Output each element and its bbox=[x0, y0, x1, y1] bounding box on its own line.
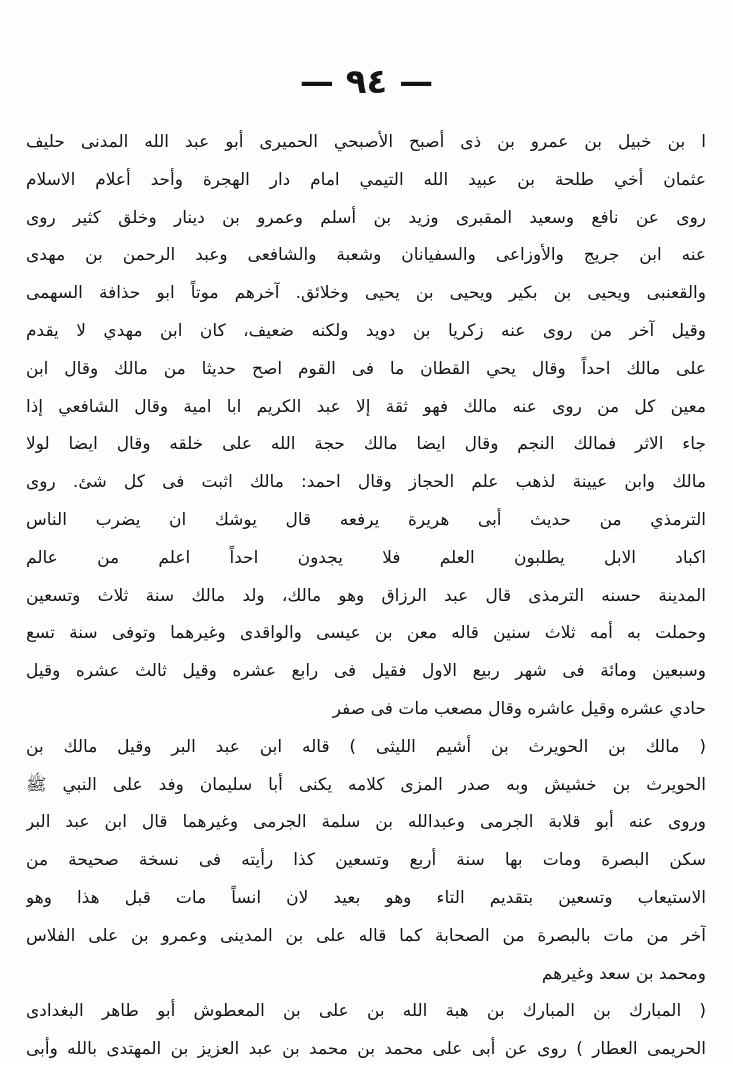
body-text bbox=[26, 124, 706, 1069]
text-line: جاء الاثر فمالك النجم وقال ايضا مالك حجة الله على خلقه وقال ايضا لولا bbox=[26, 434, 706, 455]
text-line: حادي عشره وقيل عاشره وقال مصعب مات فى صفر bbox=[332, 698, 706, 719]
entry-heading-line: ( مالك بن الحويرث بن أشيم الليثى ) قاله ابن عبد البر وقيل مالك بن bbox=[26, 736, 706, 757]
text-line: والقعنبى ويحيى بن بكير ويحيى بن يحيى وخلائق. آخرهم موتاً ابو حذافة السهمى bbox=[26, 283, 706, 304]
text-line: اكباد الابل يطلبون العلم فلا يجدون احداً اعلم من عالم bbox=[26, 547, 706, 568]
text-line: وحملت به أمه ثلاث سنين قاله معن بن عيسى والواقدى وغيرهما وتوفى سنة تسع bbox=[26, 623, 706, 644]
entry-heading-line: ( المبارك بن المبارك بن هبة الله بن على بن المعطوش أبو طاهر البغدادى bbox=[26, 1001, 706, 1022]
text-line: وروى عنه أبو قلابة الجرمى وعبدالله بن سلمة الجرمى وغيرهما قال ابن عبد البر bbox=[26, 812, 706, 833]
text-line: وسبعين ومائة فى شهر ربيع الاول فقيل فى رابع عشره وقيل ثالث عشره وقيل bbox=[26, 661, 706, 682]
text-line: وقيل آخر من روى عنه زكريا بن دويد ولكنه ضعيف، كان ابن مهدي لا يقدم bbox=[26, 320, 706, 341]
text-line: روى عن نافع وسعيد المقبرى وزيد بن أسلم وعمرو بن دينار وخلق كثير روى bbox=[26, 207, 706, 228]
text-line: عنه ابن جريج والأوزاعى والسفيانان وشعبة والشافعى وعبد الرحمن بن مهدى bbox=[26, 245, 706, 266]
text-line: الحريمى العطار ) روى عن أبى على محمد بن محمد بن عبد العزيز بن المهتدى بالله وأبى bbox=[26, 1039, 706, 1060]
text-line: الترمذي من حديث أبى هريرة يرفعه قال يوشك ان يضرب الناس bbox=[26, 509, 706, 530]
text-line: مالك وابن عيينة لذهب علم الحجاز وقال احمد: مالك اثبت فى كل شئ. روى bbox=[26, 472, 706, 493]
text-line: الحويرث بن خشيش وبه صدر المزى كلامه يكنى أبا سليمان وفد على النبي ﷺ bbox=[26, 774, 706, 795]
text-line: معين كل من روى عنه مالك فهو ثقة إلا عبد الكريم ابا امية وقال الشافعي إذا bbox=[26, 396, 706, 417]
text-line: ا بن خبيل بن عمرو بن ذى أصبح الأصبحي الحميرى أبو عبد الله المدنى حليف bbox=[26, 132, 706, 152]
text-line: ومحمد بن سعد وغيرهم bbox=[541, 963, 706, 984]
page-number: — ٩٤ — bbox=[299, 62, 434, 102]
text-line: آخر من مات بالبصرة من الصحابة كما قاله على بن المدينى وعمرو بن على الفلاس bbox=[26, 925, 706, 946]
text-line: المدينة حسنه الترمذى قال عبد الرزاق وهو مالك، ولد مالك سنة ثلاث وتسعين bbox=[26, 585, 706, 606]
text-line: الاستيعاب وتسعين بتقديم التاء وهو بعيد لان انساً مات قبل هذا وهو bbox=[26, 887, 706, 908]
text-line: سكن البصرة ومات بها سنة أربع وتسعين كذا رأيته فى نسخة صحيحة من bbox=[26, 850, 706, 871]
text-line: على مالك احداً وقال يحي القطان ما فى القوم اصح حديثا من مالك وقال ابن bbox=[26, 358, 706, 379]
text-line: عثمان أخي طلحة بن عبيد الله التيمي امام دار الهجرة وأحد أعلام الاسلام bbox=[26, 169, 706, 190]
